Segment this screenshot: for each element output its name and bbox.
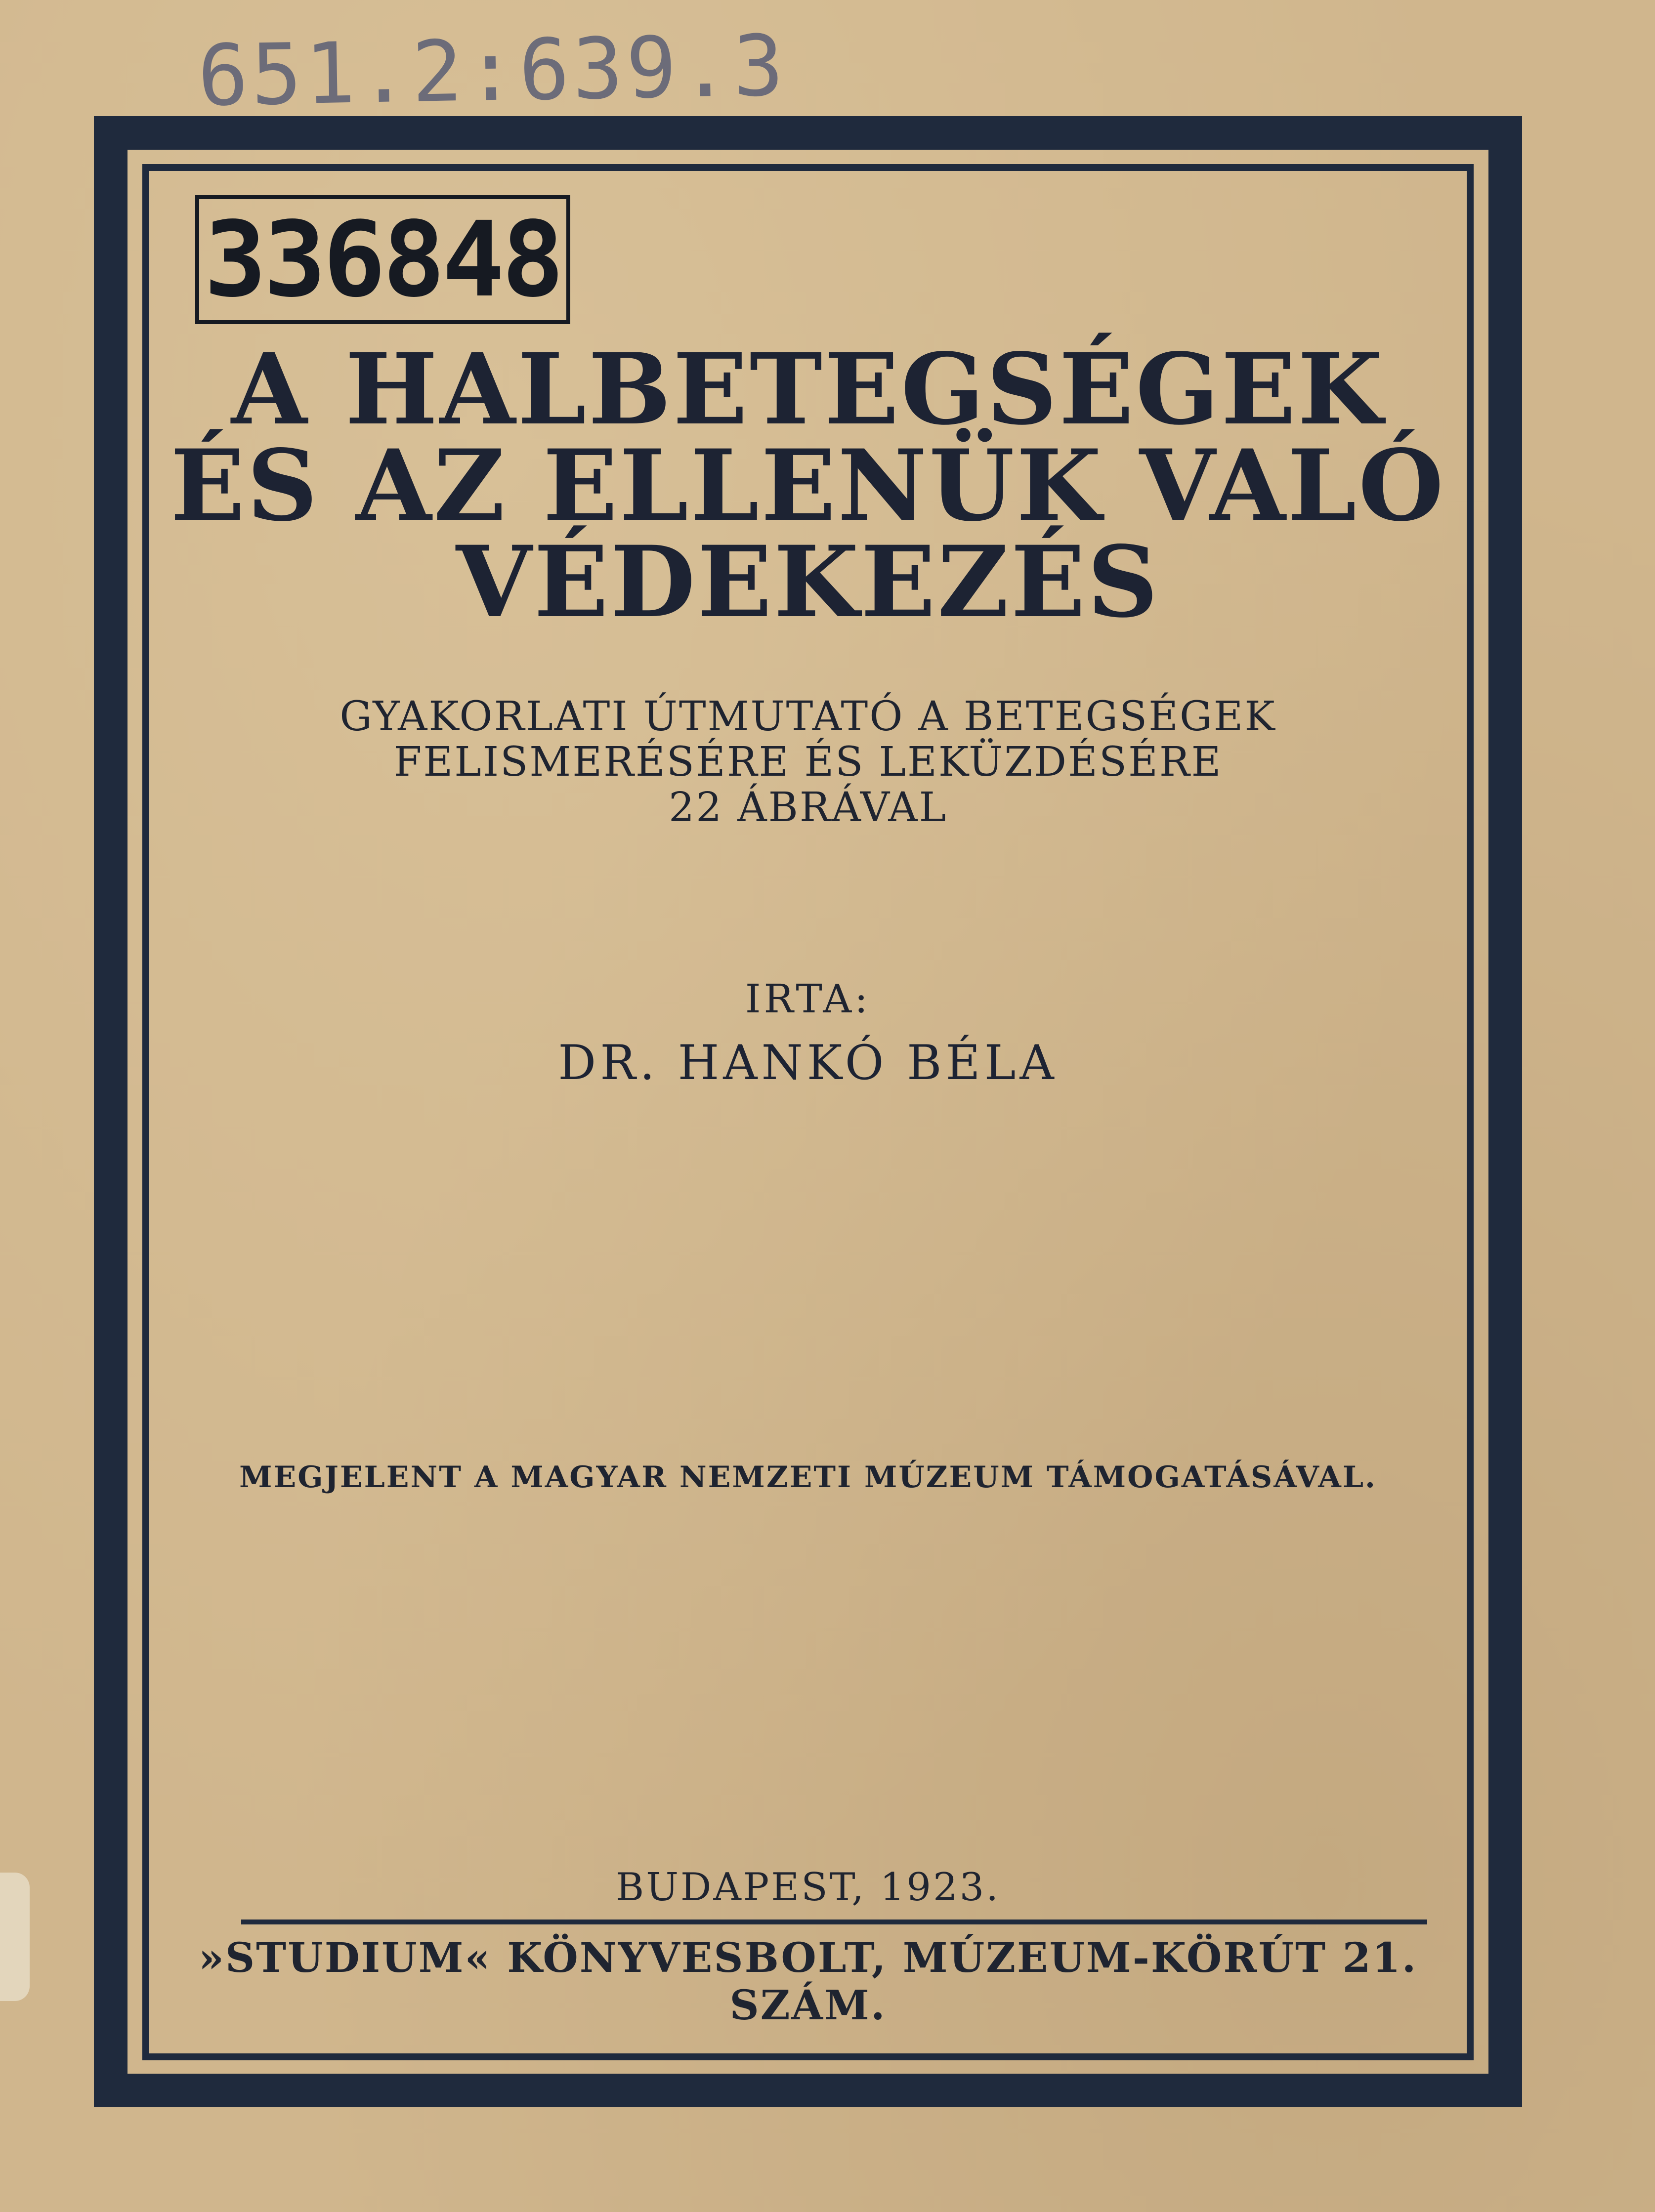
- book-title: [148, 332, 1468, 639]
- handwritten-call-number: 651.2:639.3: [197, 17, 788, 125]
- inventory-stamp: [195, 195, 570, 324]
- author-name: DR. HANKÓ BÉLA: [558, 1035, 1058, 1090]
- subtitle-line-1: GYAKORLATI ÚTMUTATÓ A BETEGSÉGEK: [339, 693, 1276, 740]
- imprint-divider: [241, 1920, 1427, 1924]
- book-subtitle: [148, 694, 1468, 831]
- imprint-publisher: »STUDIUM« KÖNYVESBOLT, MÚZEUM-KÖRÚT 21. SZÁM.: [198, 1934, 1418, 2029]
- title-line-3: VÉDEKEZÉS: [456, 524, 1160, 639]
- subtitle-line-3: 22 ÁBRÁVAL: [668, 784, 948, 831]
- inventory-stamp-number: 336848: [195, 195, 570, 324]
- support-note: MEGJELENT A MAGYAR NEMZETI MÚZEUM TÁMOGATÁSÁVAL.: [239, 1460, 1377, 1495]
- binding-patch: [0, 1873, 30, 2001]
- title-line-2: ÉS AZ ELLENÜK VALÓ: [170, 428, 1446, 543]
- byline-label: IRTA:: [745, 976, 871, 1022]
- title-line-1: A HALBETEGSÉGEK: [231, 332, 1385, 447]
- subtitle-line-2: FELISMERÉSÉRE ÉS LEKÜZDÉSÉRE: [393, 739, 1223, 786]
- imprint-city-year: BUDAPEST, 1923.: [615, 1865, 1001, 1910]
